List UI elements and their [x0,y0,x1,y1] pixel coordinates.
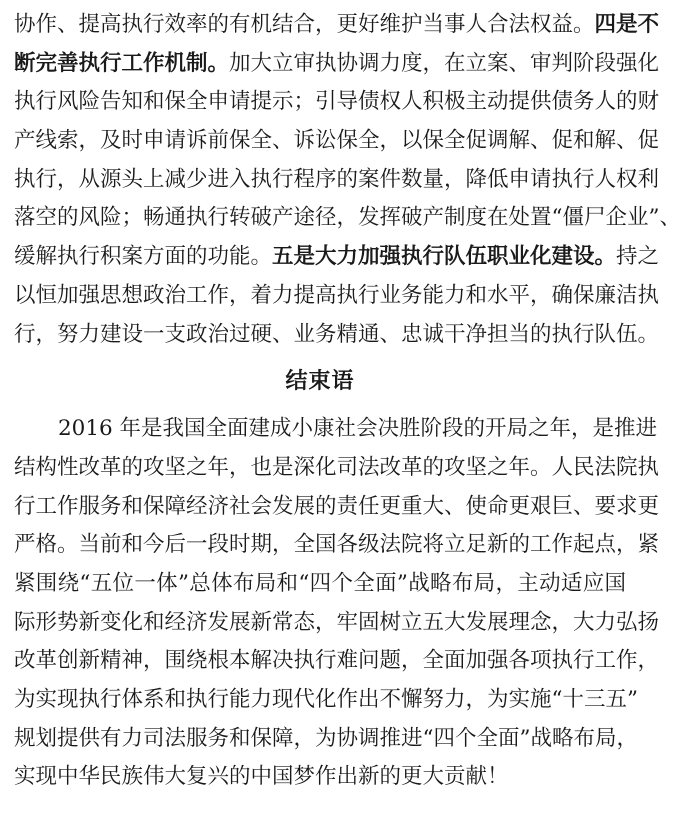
document-page [14,6,681,797]
text-line: 落空的风险；畅通执行转破产途径，发挥破产制度在处置“僵尸企业”、 [14,205,681,231]
text-span: 加大立审执协调力度，在立案、审判阶段强化 [229,50,660,76]
text-line: 执行风险告知和保全申请提示；引导债权人积极主动提供债务人的财 [14,89,660,115]
text-line [14,45,660,84]
text-line: 为实现执行体系和执行能力现代化作出不懈努力，为实施“十三五” [14,687,638,712]
text-line: 规划提供有力司法服务和保障，为协调推进“四个全面”战略布局， [14,725,638,751]
text-span: 协作、提高执行效率的有机结合，更好维护当事人合法权益。 [14,12,595,37]
bold-heading-span: 断完善执行工作机制。 [14,50,230,76]
text-line: 结构性改革的攻坚之年，也是深化司法改革的攻坚之年。人民法院执 [14,454,660,480]
text-line [14,6,660,45]
text-line: 产线索，及时申请诉前保全、诉讼保全，以保全促调解、促和解、促 [14,128,660,154]
text-line: 实现中华民族伟大复兴的中国梦作出新的更大贡献！ [14,764,509,790]
text-line: 改革创新精神，围绕根本解决执行难问题，全面加强各项执行工作， [14,648,660,674]
text-line [14,238,660,277]
conclusion-paragraph [14,410,660,797]
text-line: 严格。当前和今后一段时期，全国各级法院将立足新的工作起点，紧 [14,532,660,558]
text-span: 持之 [616,244,660,270]
text-line: 2016 年是我国全面建成小康社会决胜阶段的开局之年，是推进 [58,416,658,442]
text-line: 行，努力建设一支政治过硬、业务精通、忠诚干净担当的执行队伍。 [14,321,660,347]
text-line: 以恒加强思想政治工作，着力提高执行业务能力和水平，确保廉洁执 [14,282,660,308]
section-heading: 结束语 [285,369,355,395]
bold-heading-span: 四是不 [594,12,660,37]
text-line: 执行，从源头上减少进入执行程序的案件数量，降低申请执行人权利 [14,166,660,192]
measures-paragraph [14,6,681,354]
bold-heading-span: 五是大力加强执行队伍职业化建设。 [272,244,617,270]
text-line: 紧围绕“五位一体”总体布局和“四个全面”战略布局，主动适应国 [14,570,626,596]
text-span: 缓解执行积案方面的功能。 [14,244,273,270]
text-line: 行工作服务和保障经济社会发展的责任更重大、使命更艰巨、要求更 [14,493,660,519]
text-line: 际形势新变化和经济发展新常态，牢固树立五大发展理念，大力弘扬 [14,609,660,635]
